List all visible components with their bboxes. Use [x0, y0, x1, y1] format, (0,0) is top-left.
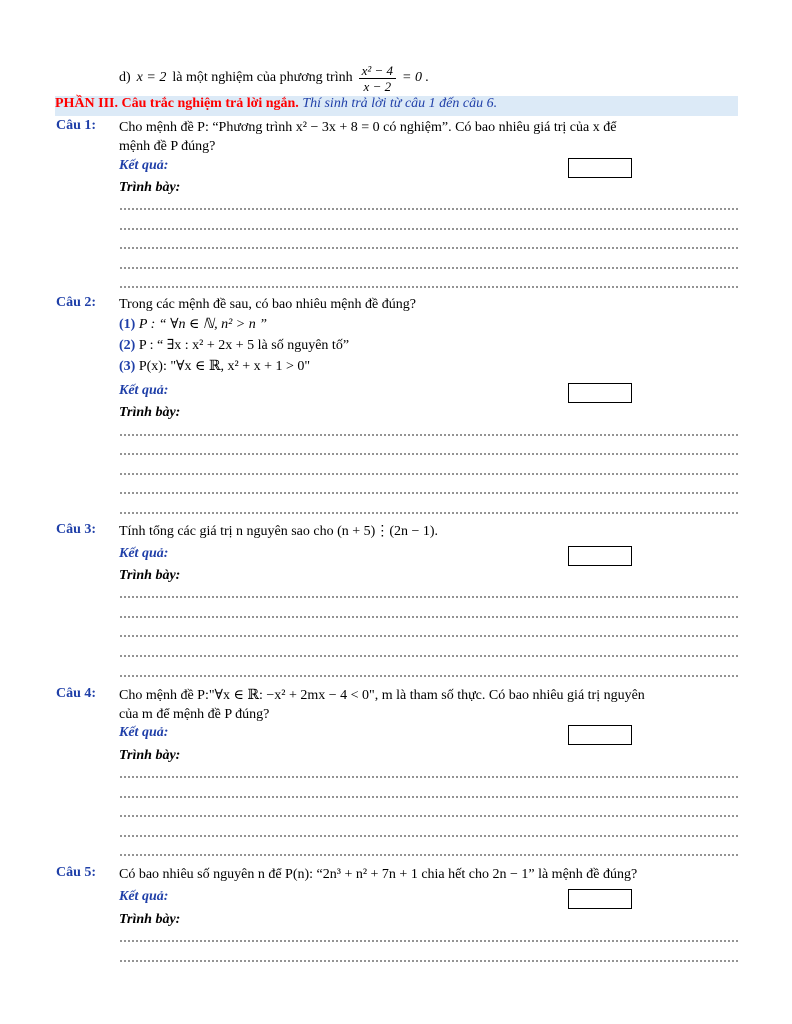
question-1-answer-line[interactable] — [119, 247, 738, 249]
section-title: PHẦN III. Câu trắc nghiệm trả lời ngắn. — [55, 96, 299, 111]
question-1-text — [119, 118, 738, 156]
question-2-sub-1 — [119, 315, 738, 334]
fraction-numerator: x² − 4 — [359, 63, 396, 79]
question-4-answer-line[interactable] — [119, 796, 738, 798]
question-4-answer-line[interactable] — [119, 815, 738, 817]
fraction-denominator: x − 2 — [363, 78, 392, 94]
question-1-line2: mệnh đề P đúng? — [119, 139, 216, 154]
question-1-answer-box[interactable] — [568, 158, 632, 178]
question-1-answer-line[interactable] — [119, 267, 738, 269]
question-1-answer-line[interactable] — [119, 208, 738, 210]
sub-number: (3) — [119, 359, 136, 374]
question-2-result-label: Kết quả: — [119, 383, 169, 398]
question-1-answer-line[interactable] — [119, 228, 738, 230]
top-item-fraction — [359, 63, 396, 94]
top-item-label: d) — [119, 70, 131, 85]
question-4-label: Câu 4: — [56, 686, 97, 701]
sub-number: (2) — [119, 338, 136, 353]
question-2-answer-line[interactable] — [119, 512, 738, 514]
question-5-answer-line[interactable] — [119, 940, 738, 942]
question-2-line1: Trong các mệnh đề sau, có bao nhiêu mệnh đề đúng? — [119, 297, 416, 312]
sub-number: (1) — [119, 317, 136, 332]
question-3-label: Câu 3: — [56, 522, 97, 537]
question-3-result-label: Kết quả: — [119, 546, 169, 561]
question-1-answer-line[interactable] — [119, 286, 738, 288]
question-3-answer-line[interactable] — [119, 616, 738, 618]
top-item-text: là một nghiệm của phương trình — [172, 70, 353, 85]
question-5-work-label: Trình bày: — [119, 912, 181, 927]
question-3-answer-line[interactable] — [119, 596, 738, 598]
top-item-lhs: x = 2 — [136, 70, 167, 85]
section-note: Thí sinh trả lời từ câu 1 đến câu 6. — [302, 96, 498, 111]
sub-text: P : “ ∀n ∈ ℕ, n² > n ” — [138, 317, 268, 332]
top-item-d — [119, 60, 429, 96]
sub-text: P : “ ∃x : x² + 2x + 5 là số nguyên tố” — [138, 338, 350, 353]
question-2-text — [119, 295, 738, 376]
question-5-answer-line[interactable] — [119, 960, 738, 962]
question-4-work-label: Trình bày: — [119, 748, 181, 763]
question-2-sub-2 — [119, 336, 738, 355]
question-4-answer-line[interactable] — [119, 776, 738, 778]
question-4-result-label: Kết quả: — [119, 725, 169, 740]
question-3-answer-line[interactable] — [119, 635, 738, 637]
question-2-label: Câu 2: — [56, 295, 97, 310]
question-1-label: Câu 1: — [56, 118, 97, 133]
section-banner — [55, 96, 738, 116]
question-4-line1: Cho mệnh đề P:"∀x ∈ ℝ: −x² + 2mx − 4 < 0", m là tham số thực. Có bao nhiêu giá trị nguyên — [119, 688, 645, 703]
sub-text: P(x): "∀x ∈ ℝ, x² + x + 1 > 0" — [138, 359, 311, 374]
question-5-answer-box[interactable] — [568, 889, 632, 909]
question-4-line2: của m để mệnh đề P đúng? — [119, 707, 270, 722]
question-3-work-label: Trình bày: — [119, 568, 181, 583]
question-5-result-label: Kết quả: — [119, 889, 169, 904]
question-2-work-label: Trình bày: — [119, 405, 181, 420]
question-2-answer-box[interactable] — [568, 383, 632, 403]
question-2-answer-line[interactable] — [119, 434, 738, 436]
question-1-work-label: Trình bày: — [119, 180, 181, 195]
question-2-answer-line[interactable] — [119, 492, 738, 494]
question-1-result-label: Kết quả: — [119, 158, 169, 173]
question-3-answer-box[interactable] — [568, 546, 632, 566]
question-2-answer-line[interactable] — [119, 473, 738, 475]
question-2-answer-line[interactable] — [119, 453, 738, 455]
question-4-text — [119, 686, 738, 724]
question-3-answer-line[interactable] — [119, 655, 738, 657]
top-item-rhs: = 0 . — [402, 70, 429, 85]
question-5-text: Có bao nhiêu số nguyên n để P(n): “2n³ + n² + 7n + 1 chia hết cho 2n − 1” là mệnh đề đúng? — [119, 867, 638, 882]
question-5-label: Câu 5: — [56, 865, 97, 880]
question-4-answer-line[interactable] — [119, 835, 738, 837]
question-1-line1: Cho mệnh đề P: “Phương trình x² − 3x + 8 = 0 có nghiệm”. Có bao nhiêu giá trị của x để — [119, 120, 617, 135]
question-4-answer-line[interactable] — [119, 854, 738, 856]
question-3-text: Tính tổng các giá trị n nguyên sao cho (n + 5)⋮(2n − 1). — [119, 524, 439, 539]
question-3-answer-line[interactable] — [119, 675, 738, 677]
question-4-answer-box[interactable] — [568, 725, 632, 745]
question-2-sub-3 — [119, 357, 738, 376]
